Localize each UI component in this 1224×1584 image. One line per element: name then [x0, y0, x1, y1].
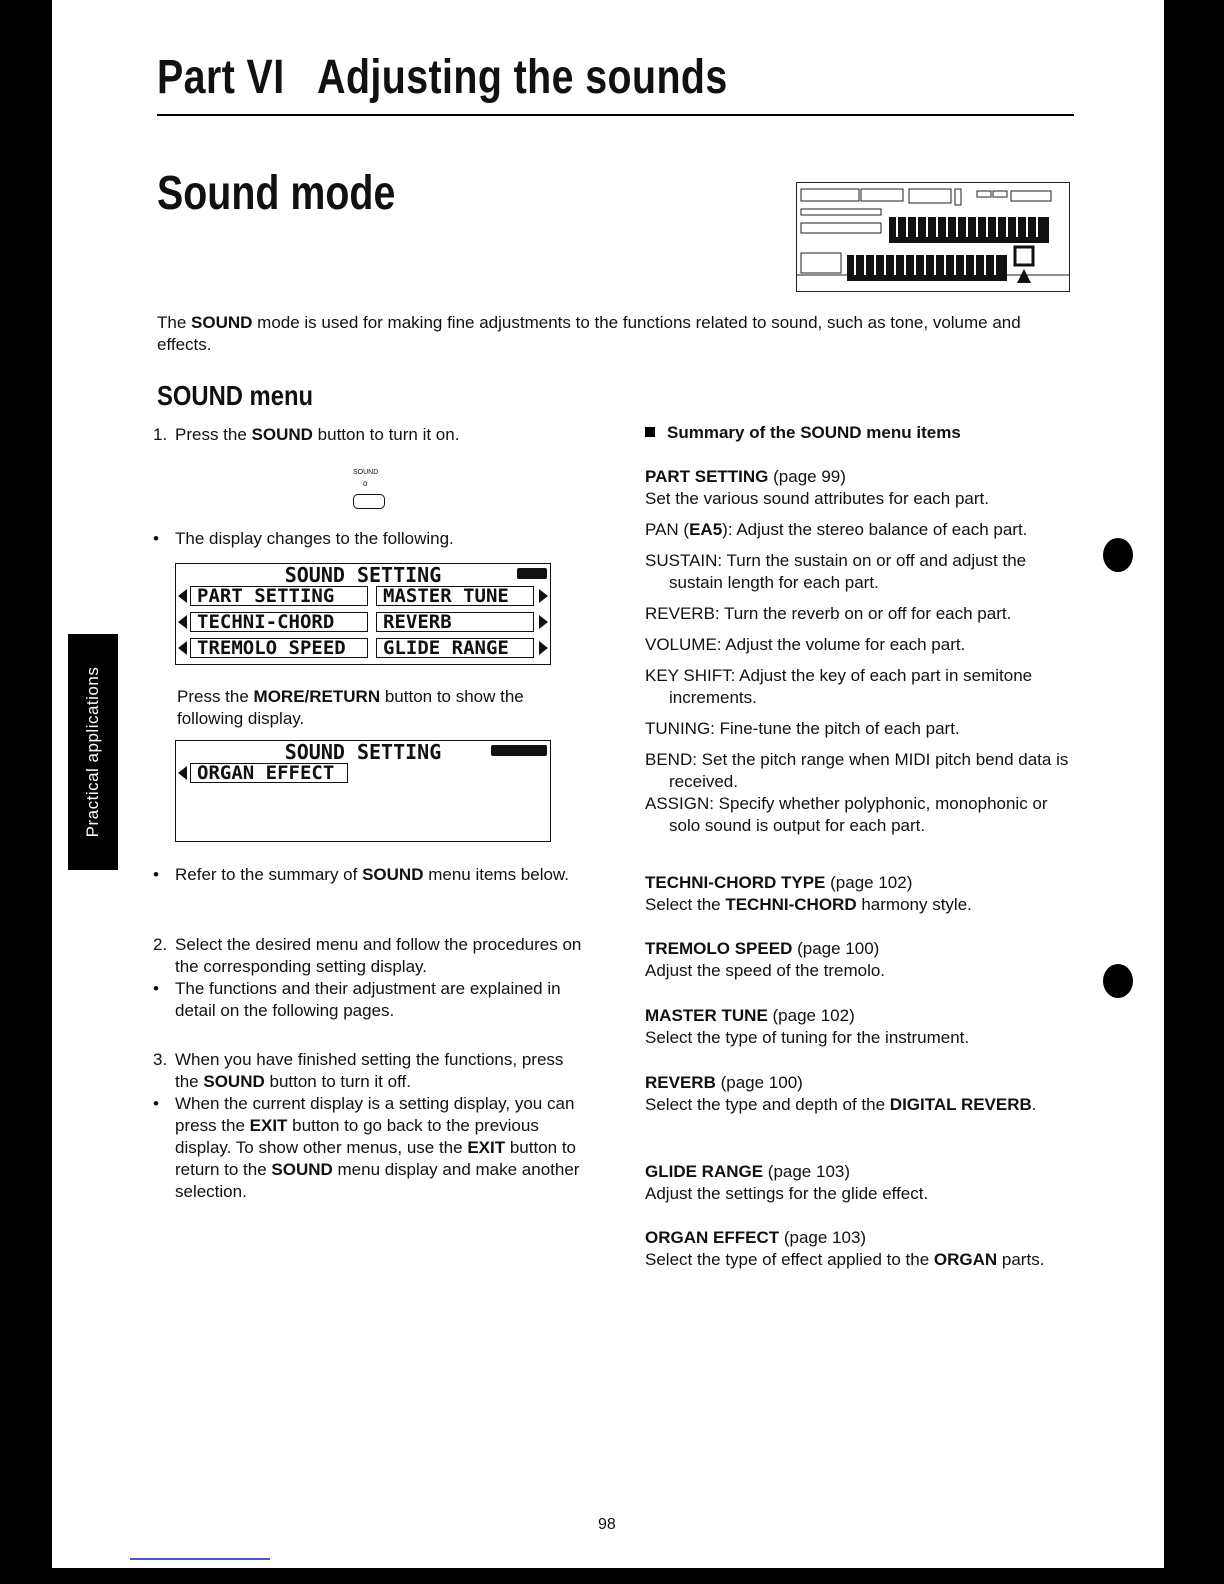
lcd-item-techni-chord: TECHNI-CHORD	[190, 612, 368, 632]
arrow-right-icon	[539, 589, 548, 603]
scan-edge-right-gap	[1130, 0, 1164, 1584]
binder-hole-mark	[1103, 538, 1133, 572]
arrow-right-icon	[539, 641, 548, 655]
summary-organ-effect: ORGAN EFFECT (page 103) Select the type of effect applied to the ORGAN parts.	[645, 1228, 1045, 1269]
bullet-display-changes: • The display changes to the following.	[153, 529, 454, 548]
press-more-return: Press the MORE/RETURN button to show the following display.	[177, 687, 524, 728]
scan-edge-left	[0, 0, 52, 1584]
lcd-title: SOUND SETTING	[284, 563, 442, 587]
side-tab	[68, 634, 118, 870]
scan-edge-right	[1164, 0, 1224, 1584]
menu-heading: SOUND menu	[157, 380, 314, 411]
lcd-item-part-setting: PART SETTING	[190, 586, 368, 606]
step-3: 3. When you have finished setting the functions, press the SOUND button to turn it off. • When the current display is a setting display, you can press the EXIT button to go back to the previous display. To show other menus, use the EXIT button to return to the SOUND menu display and make another selection.	[153, 1050, 580, 1201]
arrow-left-icon	[178, 766, 187, 780]
section-title: Sound mode	[157, 167, 396, 220]
sound-button-highlight	[1015, 247, 1033, 265]
scan-line	[130, 1558, 270, 1560]
arrow-left-icon	[178, 615, 187, 629]
instrument-panel-illustration	[796, 182, 1070, 292]
arrow-left-icon	[178, 641, 187, 655]
bullet-refer: • Refer to the summary of SOUND menu items below.	[153, 865, 569, 884]
step-2: 2. Select the desired menu and follow the procedures on the corresponding setting display. • The functions and their adjustment are explained in detail on the following pages.	[153, 935, 582, 1020]
scan-tick	[539, 1576, 540, 1584]
lcd-item-glide-range: GLIDE RANGE	[376, 638, 534, 658]
arrow-left-icon	[178, 589, 187, 603]
square-bullet-icon	[645, 427, 655, 437]
part-title: Part VI Adjusting the sounds	[157, 51, 728, 104]
summary-glide-range: GLIDE RANGE (page 103) Adjust the settings for the glide effect.	[645, 1162, 929, 1203]
page-number: 98	[598, 1516, 616, 1533]
lcd-display-sound-setting	[175, 563, 551, 665]
arrow-right-icon	[539, 615, 548, 629]
lcd-item-tremolo-speed: TREMOLO SPEED	[190, 638, 368, 658]
lcd-return-tag	[491, 745, 547, 756]
summary-tremolo: TREMOLO SPEED (page 100) Adjust the speed of the tremolo.	[645, 939, 886, 980]
binder-hole-mark	[1103, 964, 1133, 998]
summary-master-tune: MASTER TUNE (page 102) Select the type of tuning for the instrument.	[645, 1006, 970, 1047]
lcd-more-tag	[517, 568, 547, 579]
scan-edge-bottom	[0, 1568, 1224, 1584]
summary-heading: Summary of the SOUND menu items	[645, 422, 1075, 444]
summary-techni-chord: TECHNI-CHORD TYPE (page 102) Select the TECHNI-CHORD harmony style.	[645, 873, 972, 914]
summary-reverb: REVERB (page 100) Select the type and depth of the DIGITAL REVERB.	[645, 1073, 1037, 1114]
lcd-row	[176, 638, 550, 658]
lcd-item-organ-effect: ORGAN EFFECT	[190, 763, 348, 783]
lcd-title: SOUND SETTING	[284, 740, 442, 764]
lcd-row	[176, 763, 550, 783]
lcd-row	[176, 612, 550, 632]
intro-paragraph: The SOUND mode is used for making fine adjustments to the functions related to sound, such as tone, volume and effects.	[157, 313, 1021, 354]
lcd-item-master-tune: MASTER TUNE	[376, 586, 534, 606]
step-1: 1. Press the SOUND button to turn it on.	[153, 425, 460, 444]
sound-button-illustration	[353, 494, 385, 509]
summary-part-setting: PART SETTING (page 99) Set the various sound attributes for each part. PAN (EA5): Adjust the stereo balance of each part. SUSTAIN: Turn the sustain on or off and adjust the sustain length for each part. REVERB: Turn the reverb on or off for each part. VOLUME: Adjust the volume for each part. KEY SHIFT: Adjust the key of each part in semitone increments. TUNING: Fine-tune the pitch of each part. BEND: Set the pitch range when MIDI pitch bend data is received. ASSIGN: Specify whether polyphonic, monophonic or solo sound is output for each part.	[645, 467, 1069, 835]
sound-button-led: o	[363, 479, 368, 488]
title-rule	[157, 114, 1074, 116]
lcd-item-reverb: REVERB	[376, 612, 534, 632]
lcd-row	[176, 586, 550, 606]
lcd-display-sound-setting-more	[175, 740, 551, 842]
sound-button-caption: SOUND	[353, 469, 379, 476]
side-tab-label: Practical applications	[83, 666, 102, 838]
